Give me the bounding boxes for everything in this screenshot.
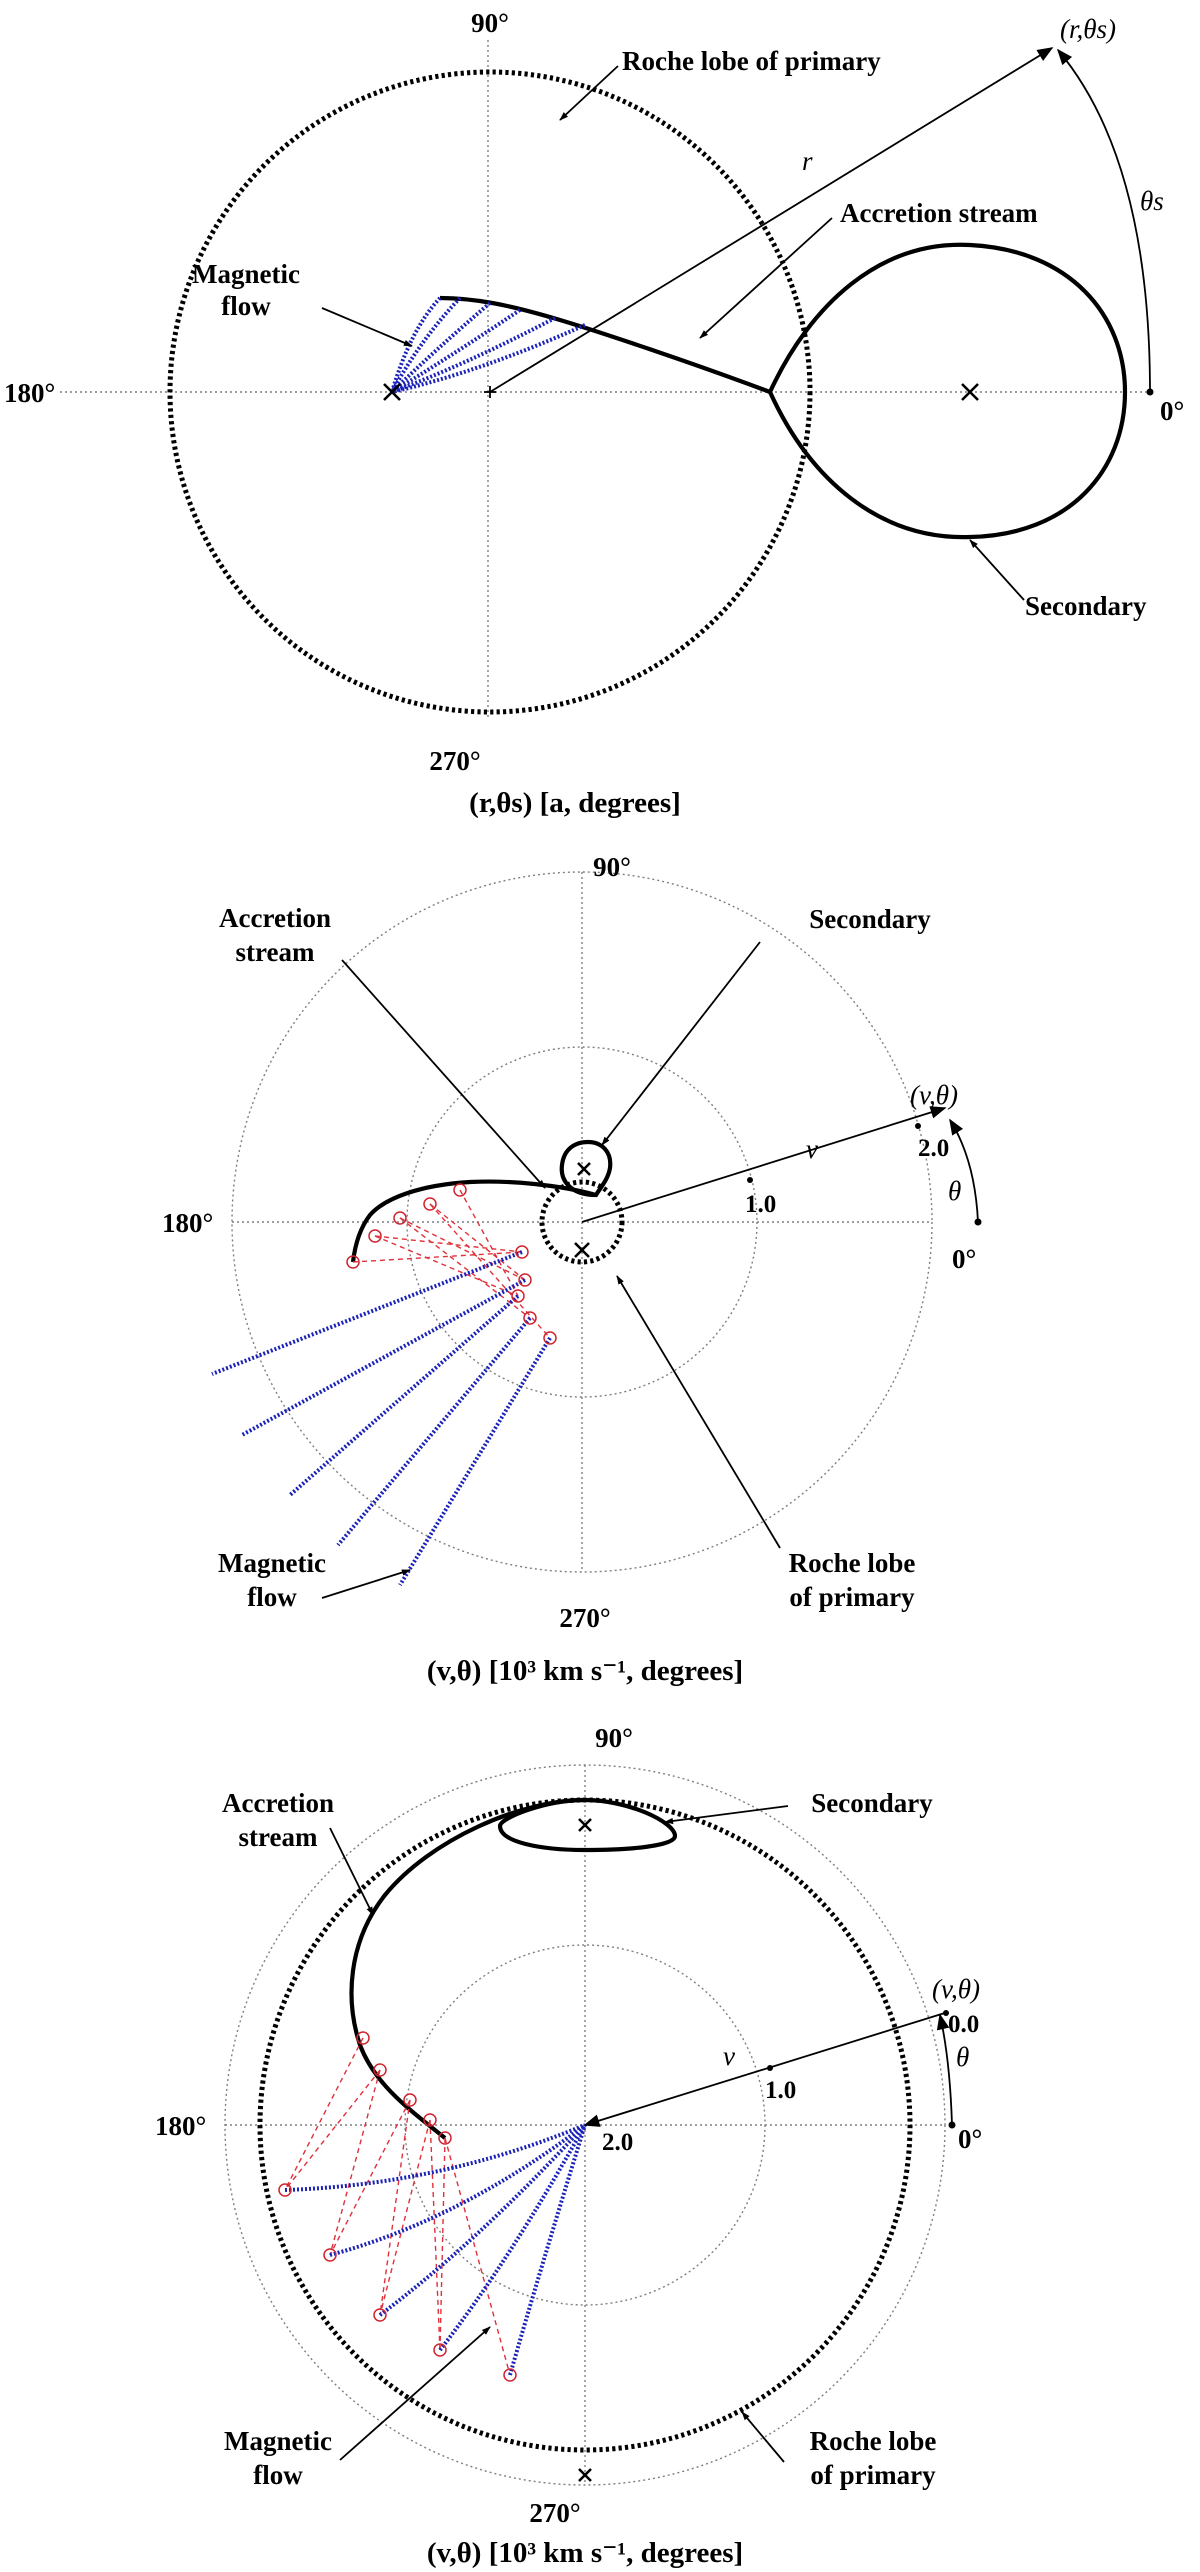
p2-stream-label: Accretion [219,903,331,933]
p3-accretion-stream [352,1800,585,2138]
p1-theta-point [1147,389,1154,396]
p2-theta-point [975,1219,982,1226]
panel-velocity-2 [155,1723,982,2569]
p3-caption: (v,θ) [10³ km s⁻¹, degrees] [426,2537,744,2569]
p1-theta-label: θs [1140,186,1164,216]
p3-secondary-arrow [665,1806,788,1822]
p1-label-0: 0° [1160,396,1185,426]
p2-magnetic-arrow [322,1570,410,1598]
p2-tick-2: 2.0 [918,1135,950,1162]
p1-secondary-arrow [970,540,1024,600]
p3-point-label: (v,θ) [932,1974,980,2004]
p3-roche-arrow [742,2412,784,2462]
p1-secondary-lobe [770,245,1125,537]
p2-theta-arc [950,1120,978,1222]
p1-roche-arrow [560,66,618,120]
p3-theta-label: θ [956,2042,970,2072]
p3-stream-label: stream [238,1822,318,1852]
p2-tick-dot [747,1177,753,1183]
p2-magnetic-line [338,1318,530,1545]
p3-magnetic-label: Magnetic [224,2426,332,2456]
p2-point-label: (v,θ) [910,1080,958,1110]
p2-magnetic-label: Magnetic [218,1548,326,1578]
p3-magnetic-line [510,2125,585,2375]
p2-flow-label: flow [247,1582,297,1612]
p2-accretion-stream [353,1182,596,1262]
p1-theta-arc [1058,50,1150,392]
p2-caption: (v,θ) [10³ km s⁻¹, degrees] [426,1655,744,1687]
p3-label-180: 180° [155,2111,207,2141]
p2-tick-1: 1.0 [745,1191,777,1218]
p3-magnetic-flow [279,2032,585,2381]
p2-label-180: 180° [162,1208,214,1238]
p2-label-270: 270° [559,1603,611,1633]
p2-roche-label: of primary [789,1582,915,1612]
p3-roche-label: Roche lobe [809,2426,937,2456]
p3-tick-2: 2.0 [602,2129,634,2156]
p3-stream-label: Accretion [222,1788,334,1818]
p1-magnetic-line [392,310,520,392]
panel-velocity-1 [162,852,982,1687]
p2-label-0: 0° [952,1244,977,1274]
p1-label-270: 270° [429,746,481,776]
panel-position [4,8,1184,819]
p3-flow-label: flow [253,2460,303,2490]
p3-v-label: v [723,2041,735,2071]
p1-label-90: 90° [471,8,509,38]
p2-secondary-marker [578,1163,590,1175]
p3-tick-1: 1.0 [765,2077,797,2104]
p3-magnetic-line [440,2125,585,2350]
p2-magnetic-flow [212,1184,556,1585]
p3-label-0: 0° [958,2124,983,2154]
p2-roche-arrow [617,1276,780,1548]
p3-theta-point [949,2122,956,2129]
p1-magnetic-line [392,318,555,392]
p1-roche-label: Roche lobe of primary [622,46,881,76]
p1-secondary-label: Secondary [1025,591,1147,621]
p1-point-label: (r,θs) [1060,14,1117,44]
p2-primary-marker [575,1243,589,1257]
p3-tick-0: 0.0 [948,2011,980,2038]
p2-tick-dot [915,1123,921,1129]
p3-tick-dot [767,2065,773,2071]
p2-stream-label: stream [235,937,315,967]
p1-stream-label: Accretion stream [840,198,1038,228]
p2-secondary-label: Secondary [809,904,931,934]
p3-label-270: 270° [529,2498,581,2528]
p2-v-label: v [806,1134,818,1164]
p2-magnetic-line [400,1338,550,1585]
p2-secondary-arrow [602,942,760,1145]
p1-magnetic-arrow [322,308,412,346]
p2-label-90: 90° [593,852,631,882]
p3-magnetic-arrow [340,2327,490,2460]
p1-magnetic-label: Magnetic [192,259,300,289]
p3-secondary-label: Secondary [811,1788,933,1818]
p2-theta-label: θ [948,1176,962,1206]
p1-r-label: r [802,146,813,176]
p1-label-180: 180° [4,378,56,408]
p1-flow-label: flow [221,291,271,321]
p2-roche-label: Roche lobe [788,1548,916,1578]
p3-velocity-vector [585,2012,948,2125]
p3-roche-label: of primary [810,2460,936,2490]
p1-caption: (r,θs) [a, degrees] [469,787,681,819]
p2-stream-arrow [342,960,545,1188]
p1-accretion-stream [440,298,770,392]
p3-label-90: 90° [595,1723,633,1753]
